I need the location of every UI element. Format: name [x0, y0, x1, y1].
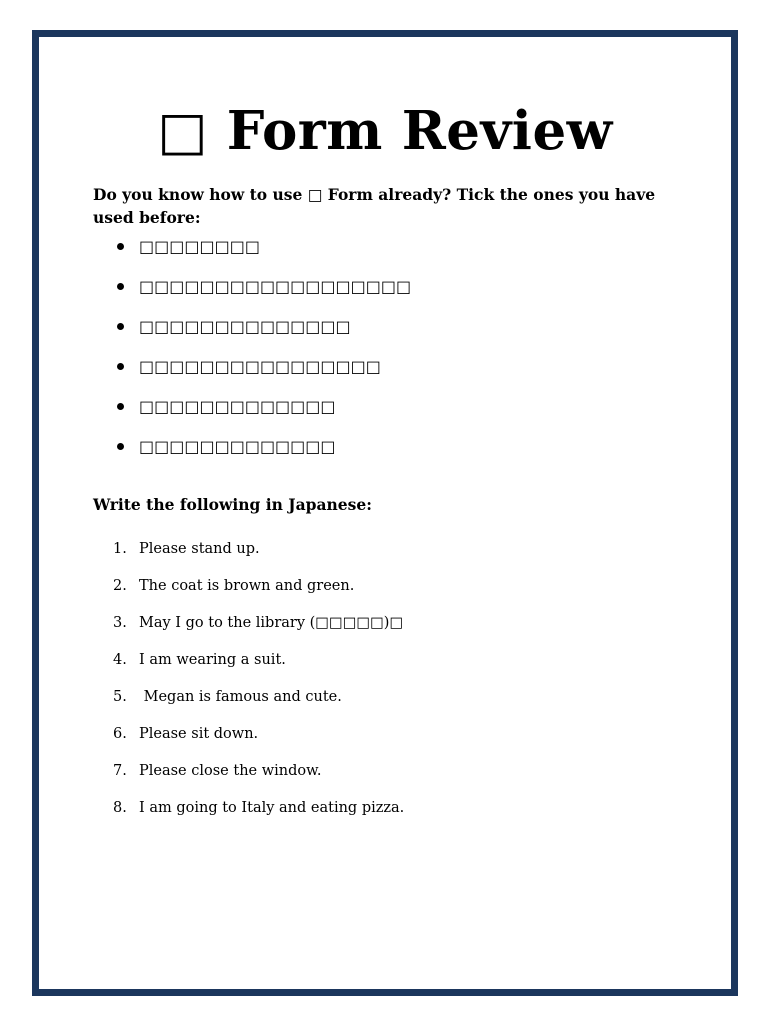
exercise-text: Megan is famous and cute.: [139, 689, 342, 705]
exercise-number: 1.: [113, 541, 127, 557]
form-checklist: [93, 234, 411, 474]
checklist-item-label: □□□□□□□□□□□□□□: [139, 317, 351, 336]
checklist-item: [93, 274, 411, 314]
intro-instructions: Do you know how to use □ Form already? Tick the ones you have used before:: [93, 185, 656, 227]
bullet-icon: [117, 283, 124, 290]
exercise-text: Please close the window.: [139, 763, 322, 779]
exercise-text: Please sit down.: [139, 726, 259, 742]
exercise-number: 4.: [113, 652, 127, 668]
exercise-item: [93, 648, 404, 685]
page-title: □ Form Review: [157, 100, 613, 162]
exercise-number: 5.: [113, 689, 127, 705]
exercise-item: [93, 537, 404, 574]
exercise-item: [93, 611, 404, 648]
exercise-text: I am going to Italy and eating pizza.: [139, 800, 405, 816]
translation-section-heading: Write the following in Japanese:: [93, 495, 372, 514]
bullet-icon: [117, 403, 124, 410]
checklist-item: [93, 314, 411, 354]
checklist-item-label: □□□□□□□□: [139, 237, 260, 256]
exercise-text: Please stand up.: [139, 541, 260, 557]
exercise-number: 7.: [113, 763, 127, 779]
bullet-icon: [117, 363, 124, 370]
checklist-item-label: □□□□□□□□□□□□□□□□: [139, 357, 381, 376]
exercise-number: 3.: [113, 615, 127, 631]
exercise-number: 8.: [113, 800, 127, 816]
checklist-item: [93, 234, 411, 274]
bullet-icon: [117, 323, 124, 330]
bullet-icon: [117, 243, 124, 250]
checklist-item: [93, 354, 411, 394]
exercise-text: May I go to the library (□□□□□)□: [139, 615, 404, 631]
checklist-item-label: □□□□□□□□□□□□□□□□□□: [139, 277, 412, 296]
checklist-item-label: □□□□□□□□□□□□□: [139, 437, 336, 456]
checklist-item-label: □□□□□□□□□□□□□: [139, 397, 336, 416]
page-border-frame: [32, 30, 738, 996]
exercise-item: [93, 722, 404, 759]
exercise-number: 6.: [113, 726, 127, 742]
checklist-item: [93, 434, 411, 474]
exercise-item: [93, 796, 404, 833]
translation-exercise-list: [93, 537, 404, 833]
exercise-number: 2.: [113, 578, 127, 594]
exercise-text: The coat is brown and green.: [139, 578, 355, 594]
exercise-text: I am wearing a suit.: [139, 652, 286, 668]
bullet-icon: [117, 443, 124, 450]
exercise-item: [93, 574, 404, 611]
exercise-item: [93, 759, 404, 796]
checklist-item: [93, 394, 411, 434]
exercise-item: [93, 685, 404, 722]
